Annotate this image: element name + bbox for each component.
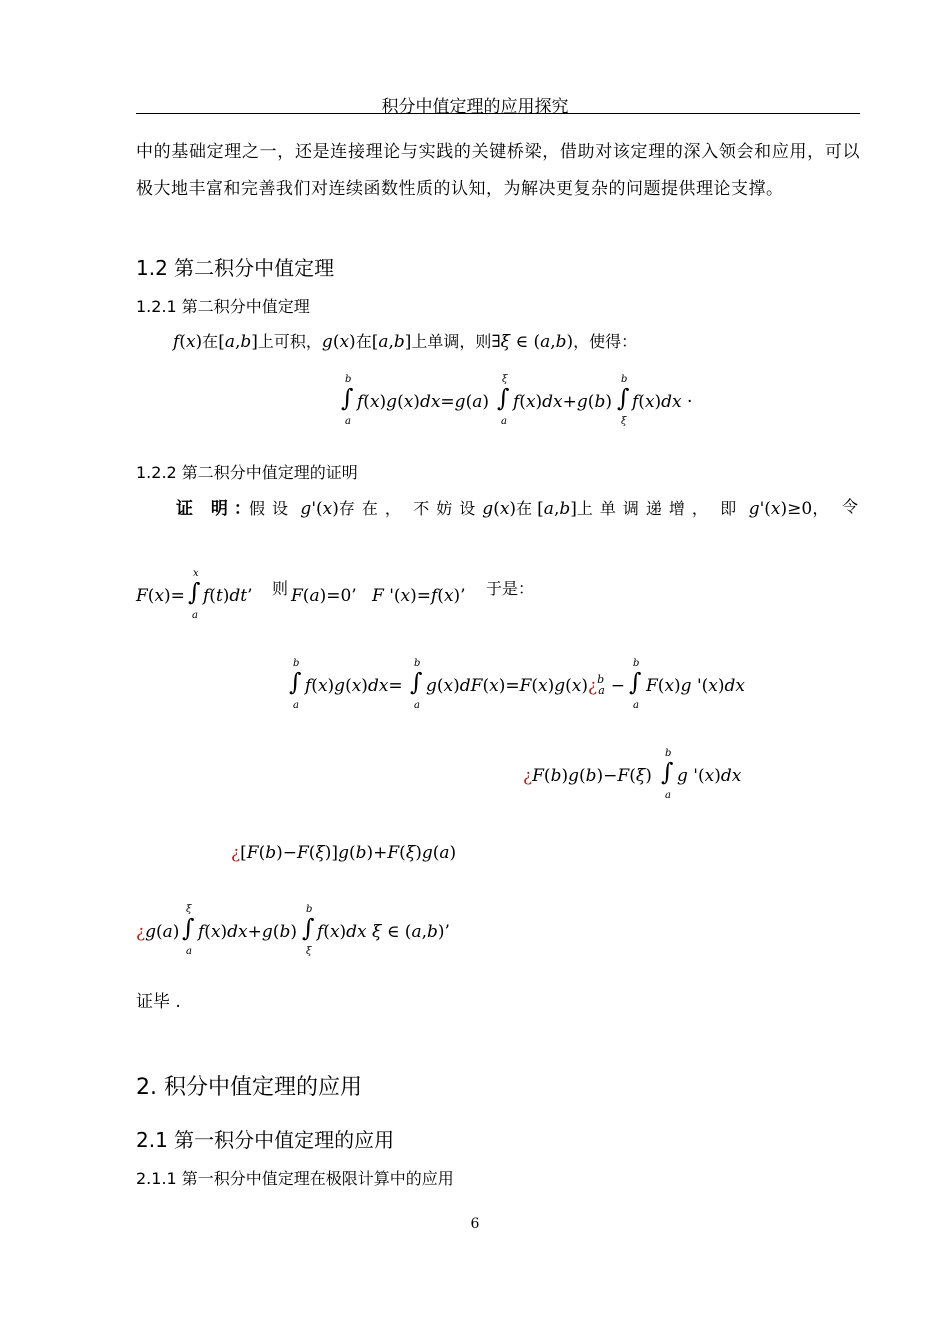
section-2-1-heading: 2.1 第一积分中值定理的应用 [136, 1128, 395, 1152]
theorem-statement-render: f(x)在[a,b]上可积，g(x)在[a,b]上单调，则∃ξ ∈ (a,b)，使得： [173, 332, 638, 352]
section-1-2-2-heading: 1.2.2 第二积分中值定理的证明 [136, 463, 358, 482]
proof-line1-tail: 令 [842, 497, 859, 516]
proof-label: 证 明： [176, 499, 257, 519]
proof-step1-render: b ∫ a f(x)g(x)dx= b ∫ a g(x)dF(x)=F(x)g(x)¿$^b$a − b ∫ a F(x)g '(x)dx [289, 658, 745, 711]
section-1-2-1-heading: 1.2.1 第二积分中值定理 [136, 297, 310, 316]
intro-paragraph: 中的基础定理之一，还是连接理论与实践的关键桥梁，借助对该定理的深入领会和应用，可以极大地丰富和完善我们对连续函数性质的认知，为解决更复杂的问题提供理论支撑。 [136, 142, 860, 199]
proof-step2-render: ¿F(b)g(b)−F(ξ) b ∫ a g '(x)dx [523, 748, 742, 801]
proof-step4-render: ¿g(a) ξ ∫ a f(x)dx+g(b) b ∫ ξ f(x)dx ξ ∈ (a,b)’ [136, 904, 450, 957]
theorem-formula: b ∫ a f(x)g(x)dx=g(a) ξ ∫ a f(x)dx+g(b) b ∫ ξ f(x)dx · [341, 374, 693, 427]
section-2-heading: 2. 积分中值定理的应用 [136, 1075, 362, 1100]
page-number: 6 [470, 1216, 480, 1232]
proof-line1-render: 假设 g'(x)存在， 不妨设g(x)在 [a,b]上单调递增， 即 g'(x)≥0， [249, 499, 830, 519]
running-header: 积分中值定理的应用探究 [381, 97, 569, 117]
section-1-2-heading: 1.2 第二积分中值定理 [136, 256, 335, 280]
proof-line2-render: F(x)= x ∫ a f(t)dt’ 则 F(a)=0’ F '(x)=f(x)’ 于是： [136, 568, 535, 621]
proof-end: 证毕 . [136, 992, 181, 1012]
section-2-1-1-heading: 2.1.1 第一积分中值定理在极限计算中的应用 [136, 1169, 454, 1188]
header-rule [136, 113, 860, 114]
proof-step3-render: ¿[F(b)−F(ξ)]g(b)+F(ξ)g(a) [231, 843, 457, 863]
